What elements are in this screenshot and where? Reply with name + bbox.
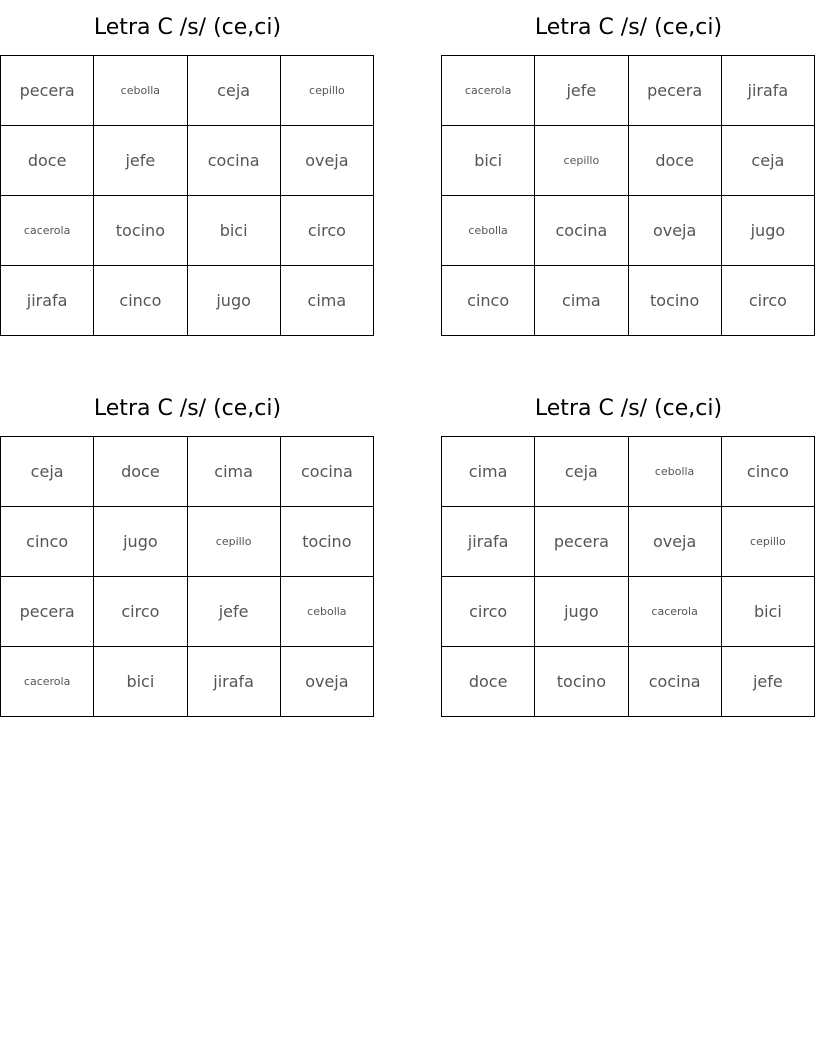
word-cell: cebolla bbox=[442, 196, 535, 266]
word-cell: doce bbox=[1, 126, 94, 196]
word-cell: oveja bbox=[629, 196, 722, 266]
card-title: Letra C /s/ (ce,ci) bbox=[93, 396, 282, 421]
word-cell: cebolla bbox=[94, 56, 187, 126]
word-cell: bici bbox=[94, 647, 187, 717]
word-cell: tocino bbox=[94, 196, 187, 266]
word-cell: cinco bbox=[442, 266, 535, 336]
word-cell: jefe bbox=[94, 126, 187, 196]
word-cell: oveja bbox=[629, 507, 722, 577]
word-cell: tocino bbox=[281, 507, 374, 577]
word-cell: cepillo bbox=[188, 507, 281, 577]
word-cell: cima bbox=[188, 437, 281, 507]
word-cell: doce bbox=[442, 647, 535, 717]
word-cell: ceja bbox=[722, 126, 815, 196]
word-cell: jugo bbox=[722, 196, 815, 266]
word-cell: jugo bbox=[94, 507, 187, 577]
word-grid bbox=[441, 55, 815, 336]
word-cell: cacerola bbox=[442, 56, 535, 126]
word-cell: tocino bbox=[535, 647, 628, 717]
word-cell: cocina bbox=[535, 196, 628, 266]
word-cell: cepillo bbox=[281, 56, 374, 126]
word-cell: jirafa bbox=[442, 507, 535, 577]
bingo-card-2 bbox=[441, 12, 816, 336]
bingo-card-3 bbox=[0, 393, 375, 717]
word-cell: cocina bbox=[629, 647, 722, 717]
word-cell: cacerola bbox=[629, 577, 722, 647]
word-cell: jirafa bbox=[722, 56, 815, 126]
word-cell: circo bbox=[722, 266, 815, 336]
word-cell: cinco bbox=[1, 507, 94, 577]
word-cell: cima bbox=[535, 266, 628, 336]
word-cell: ceja bbox=[535, 437, 628, 507]
word-cell: circo bbox=[281, 196, 374, 266]
word-grid bbox=[0, 55, 374, 336]
card-title: Letra C /s/ (ce,ci) bbox=[534, 396, 723, 421]
word-cell: cinco bbox=[94, 266, 187, 336]
word-cell: pecera bbox=[1, 56, 94, 126]
word-cell: jefe bbox=[535, 56, 628, 126]
word-cell: cepillo bbox=[722, 507, 815, 577]
word-cell: pecera bbox=[535, 507, 628, 577]
word-cell: jugo bbox=[188, 266, 281, 336]
bingo-card-4 bbox=[441, 393, 816, 717]
card-title: Letra C /s/ (ce,ci) bbox=[93, 15, 282, 40]
word-cell: cima bbox=[442, 437, 535, 507]
word-cell: ceja bbox=[188, 56, 281, 126]
word-cell: cepillo bbox=[535, 126, 628, 196]
card-title: Letra C /s/ (ce,ci) bbox=[534, 15, 723, 40]
word-cell: circo bbox=[442, 577, 535, 647]
word-cell: circo bbox=[94, 577, 187, 647]
word-cell: pecera bbox=[1, 577, 94, 647]
word-cell: cocina bbox=[281, 437, 374, 507]
word-cell: bici bbox=[442, 126, 535, 196]
word-cell: oveja bbox=[281, 647, 374, 717]
word-cell: jefe bbox=[188, 577, 281, 647]
word-cell: oveja bbox=[281, 126, 374, 196]
word-cell: doce bbox=[629, 126, 722, 196]
bingo-card-1 bbox=[0, 12, 375, 336]
word-cell: tocino bbox=[629, 266, 722, 336]
word-cell: bici bbox=[722, 577, 815, 647]
word-cell: ceja bbox=[1, 437, 94, 507]
word-cell: jirafa bbox=[1, 266, 94, 336]
word-cell: cinco bbox=[722, 437, 815, 507]
word-cell: cocina bbox=[188, 126, 281, 196]
word-cell: cebolla bbox=[281, 577, 374, 647]
word-cell: jirafa bbox=[188, 647, 281, 717]
word-cell: cima bbox=[281, 266, 374, 336]
word-cell: bici bbox=[188, 196, 281, 266]
word-grid bbox=[0, 436, 374, 717]
word-cell: cacerola bbox=[1, 196, 94, 266]
word-cell: jugo bbox=[535, 577, 628, 647]
word-cell: jefe bbox=[722, 647, 815, 717]
word-cell: pecera bbox=[629, 56, 722, 126]
word-grid bbox=[441, 436, 815, 717]
word-cell: doce bbox=[94, 437, 187, 507]
word-cell: cebolla bbox=[629, 437, 722, 507]
word-cell: cacerola bbox=[1, 647, 94, 717]
